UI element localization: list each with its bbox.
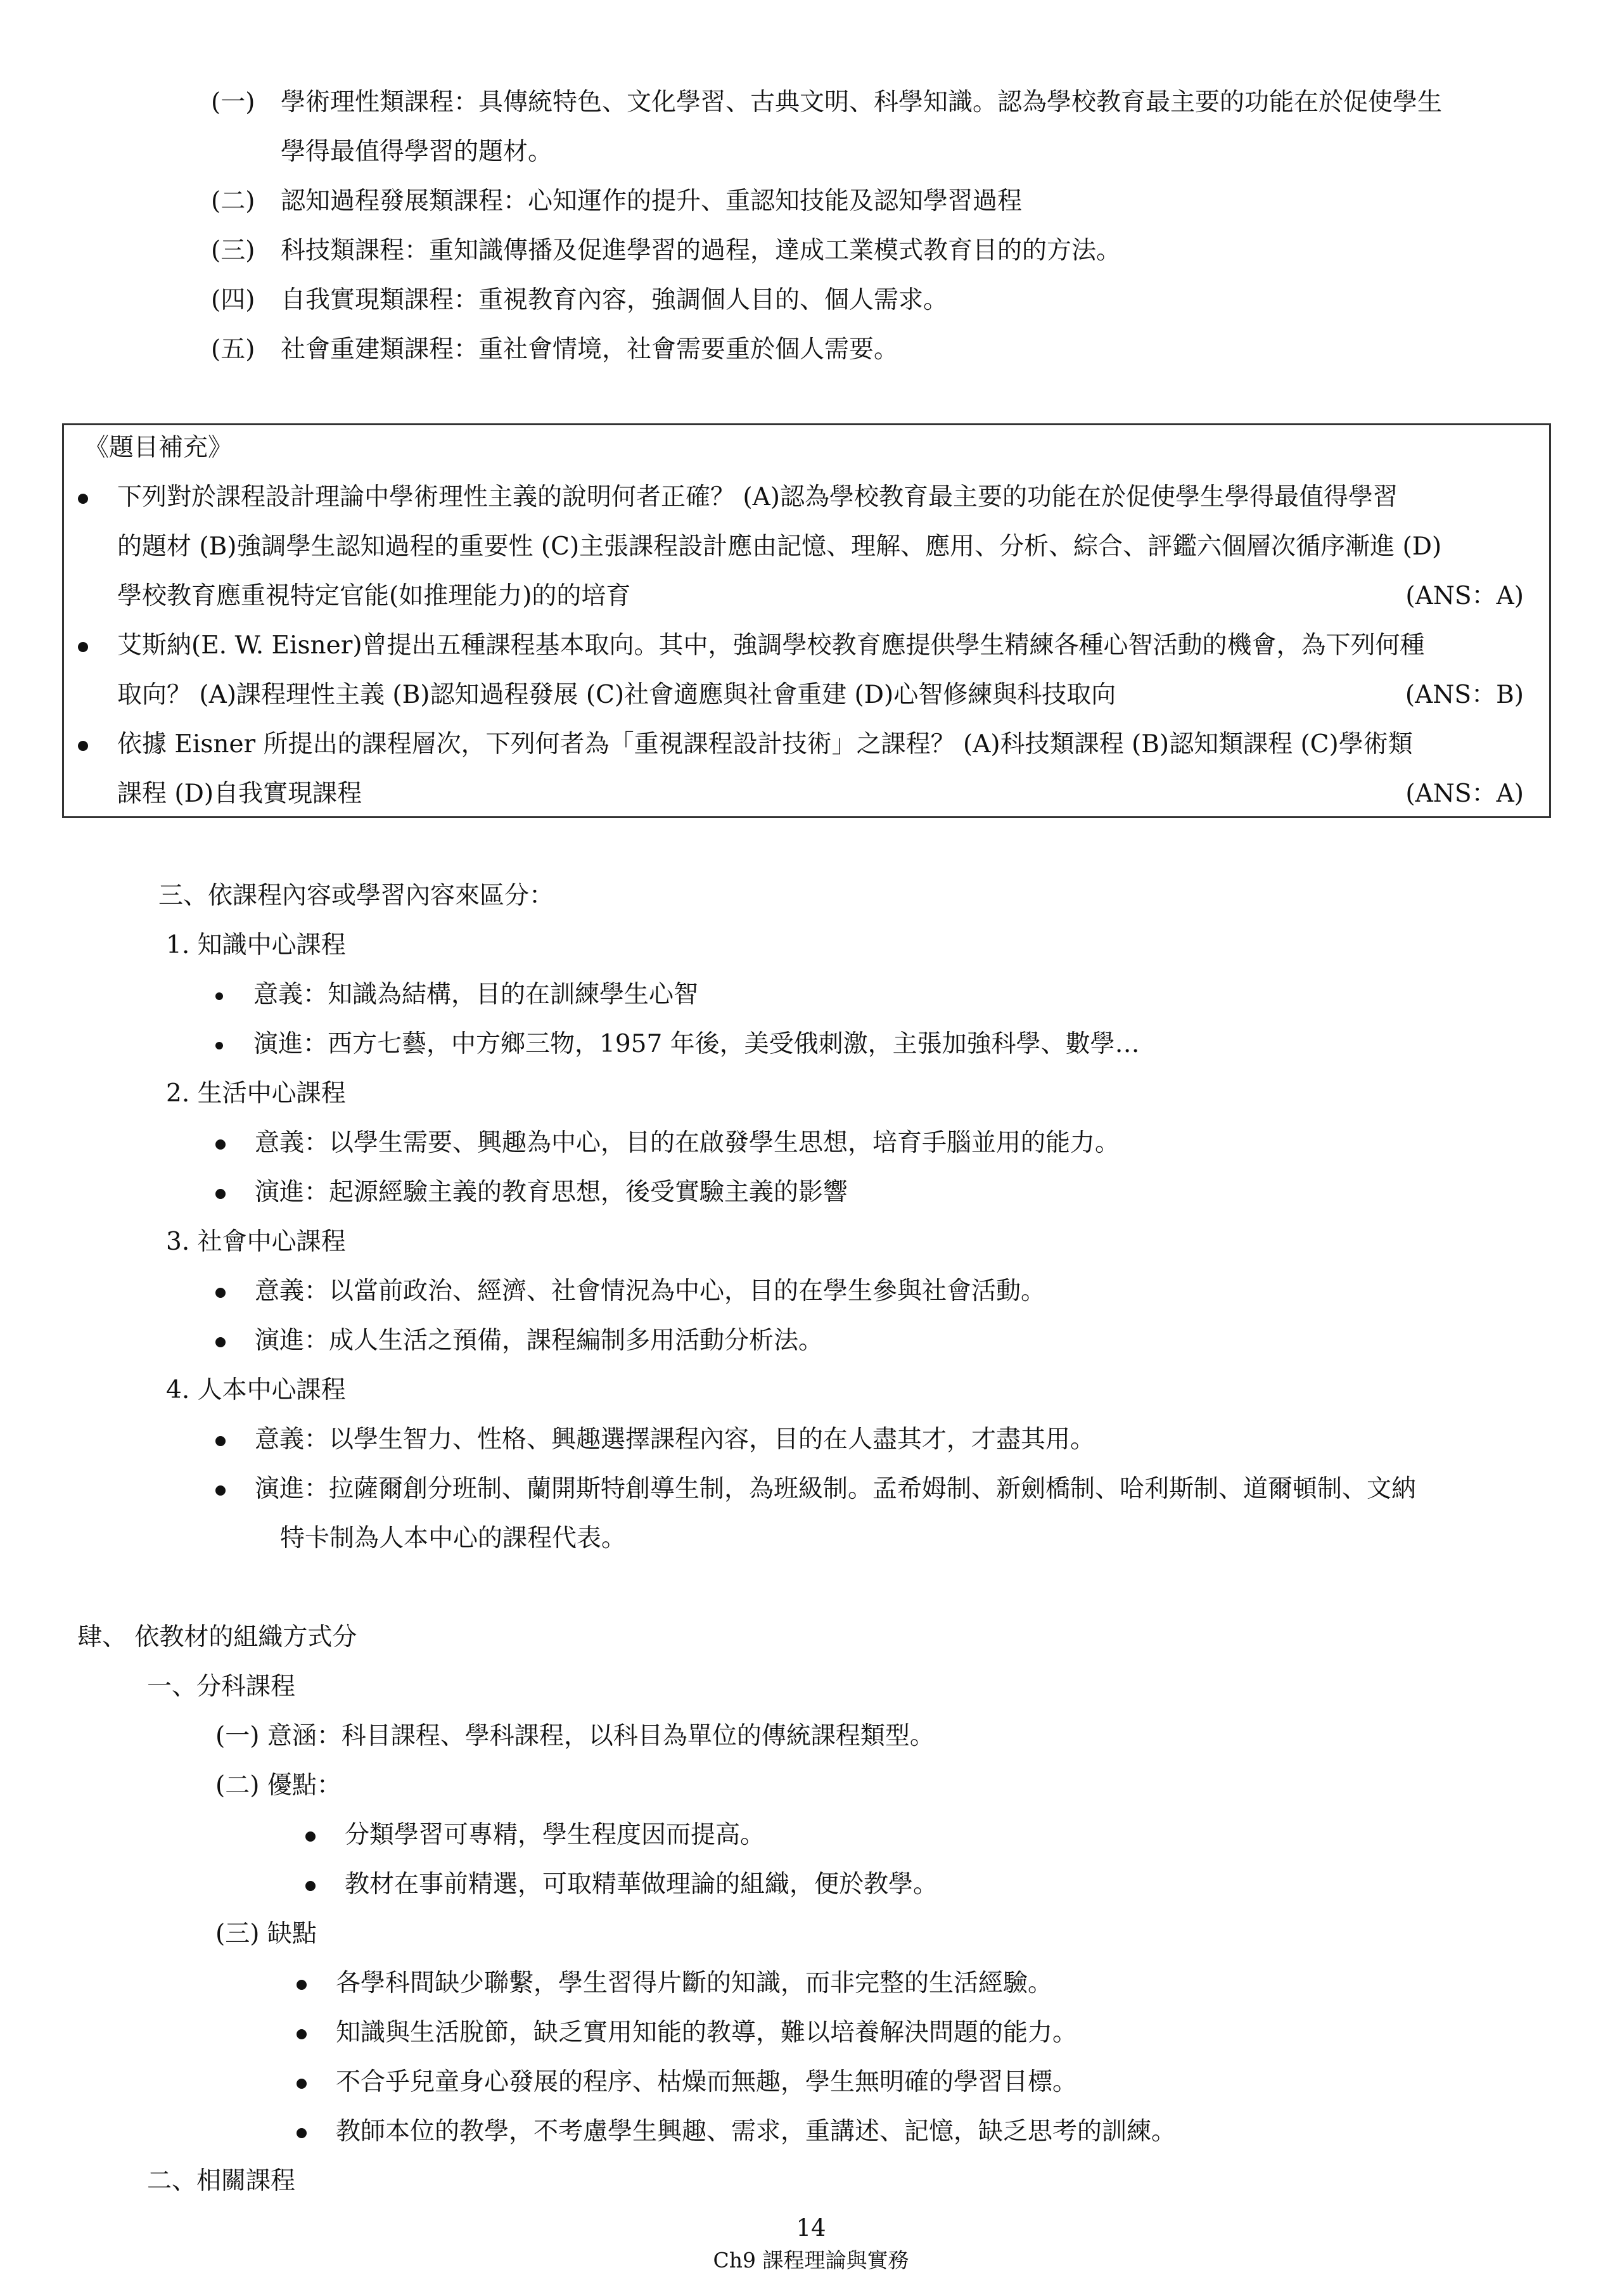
- category-4-meaning: 意義：以學生智力、性格、興趣選擇課程內容，目的在人盡其才，才盡其用。: [215, 1425, 1095, 1456]
- bullet-icon: [215, 1337, 226, 1347]
- advantage-item: 分類學習可專精，學生程度因而提高。: [305, 1820, 765, 1851]
- advantages-title: (二) 優點：: [215, 1771, 342, 1800]
- answer-1: (ANS：A): [1405, 582, 1524, 610]
- question-1-line-3: 學校教育應重視特定官能(如推理能力)的的培育: [117, 582, 631, 610]
- bullet-icon: [297, 2128, 307, 2138]
- bullet-icon: [215, 1139, 226, 1150]
- question-2: 艾斯納(E. W. Eisner)曾提出五種課程基本取向。其中，強調學校教育應提供學生精練各種心智活動的機會，為下列何種: [78, 631, 1425, 662]
- answer-3: (ANS：A): [1405, 779, 1524, 808]
- bullet-icon: [78, 494, 88, 504]
- item-1-continuation: 學得最值得學習的題材。: [281, 138, 553, 166]
- item-text: 科技類課程：重知識傳播及促進學習的過程，達成工業模式教育目的的方法。: [281, 236, 1121, 265]
- advantage-item: 教材在事前精選，可取精華做理論的組織，便於教學。: [305, 1870, 938, 1901]
- bullet-icon: [215, 1189, 226, 1199]
- chapter-footer: Ch9 課程理論與實務: [713, 2248, 909, 2273]
- question-1-line-2: 的題材 (B)強調學生認知過程的重要性 (C)主張課程設計應由記憶、理解、應用、分析、綜合、評鑑六個層次循序漸進 (D): [117, 532, 1442, 561]
- question-3-line-2: 課程 (D)自我實現課程: [117, 779, 362, 808]
- item-text: 認知過程發展類課程：心知運作的提升、重認知技能及認知學習過程: [281, 187, 1023, 215]
- disadvantage-item: 知識與生活脫節，缺乏實用知能的教導，難以培養解決問題的能力。: [297, 2018, 1077, 2049]
- category-1-title: 1. 知識中心課程: [166, 931, 346, 959]
- item-number: (三): [211, 236, 255, 265]
- bullet-icon: [305, 1881, 316, 1891]
- section-4-heading: 肆、 依教材的組織方式分: [77, 1623, 357, 1651]
- disadvantages-title: (三) 缺點: [215, 1920, 317, 1948]
- section-3-heading: 三、依課程內容或學習內容來區分：: [158, 882, 554, 910]
- page-number: 14: [796, 2214, 826, 2241]
- question-3: 依據 Eisner 所提出的課程層次，下列何者為「重視課程設計技術」之課程？ (A)科技類課程 (B)認知類課程 (C)學術類: [78, 729, 1413, 760]
- bullet-icon: [215, 1485, 226, 1496]
- bullet-icon: [305, 1831, 316, 1842]
- category-3-evolution: 演進：成人生活之預備，課程編制多用活動分析法。: [215, 1326, 823, 1357]
- disadvantage-item: 不合乎兒童身心發展的程序、枯燥而無趣，學生無明確的學習目標。: [297, 2067, 1077, 2098]
- item-2: [211, 186, 1022, 217]
- disadvantage-item: 教師本位的教學，不考慮學生興趣、需求，重講述、記憶，缺乏思考的訓練。: [297, 2117, 1176, 2148]
- item-3: [211, 236, 1121, 267]
- bullet-icon: [297, 2029, 307, 2039]
- bullet-icon: [215, 1436, 226, 1446]
- answer-2: (ANS：B): [1405, 681, 1524, 709]
- item-4: [211, 285, 948, 316]
- question-2-line-2: 取向？ (A)課程理性主義 (B)認知過程發展 (C)社會適應與社會重建 (D)心智修練與科技取向: [117, 681, 1116, 709]
- category-4-evolution: 演進：拉薩爾創分班制、蘭開斯特創導生制，為班級制。孟希姆制、新劍橋制、哈利斯制、道爾頓制、文納: [215, 1474, 1416, 1505]
- supplement-box: [62, 423, 1551, 818]
- meaning-line: (一) 意涵：科目課程、學科課程，以科目為單位的傳統課程類型。: [215, 1722, 935, 1750]
- item-number: (二): [211, 187, 255, 215]
- category-2-meaning: 意義：以學生需要、興趣為中心，目的在啟發學生思想，培育手腦並用的能力。: [215, 1128, 1120, 1159]
- supplement-title: 《題目補充》: [84, 433, 233, 462]
- item-text: 自我實現類課程：重視教育內容，強調個人目的、個人需求。: [281, 286, 948, 314]
- item-number: (五): [211, 335, 255, 364]
- category-2-evolution: 演進：起源經驗主義的教育思想，後受實驗主義的影響: [215, 1177, 848, 1209]
- question-1: 下列對於課程設計理論中學術理性主義的說明何者正確？ (A)認為學校教育最主要的功能在於促使學生學得最值得學習: [78, 482, 1398, 513]
- category-1-meaning: 意義：知識為結構，目的在訓練學生心智: [215, 980, 698, 1011]
- category-4-title: 4. 人本中心課程: [166, 1376, 346, 1404]
- bullet-icon: [297, 2079, 307, 2089]
- category-1-evolution: 演進：西方七藝，中方鄉三物，1957 年後，美受俄刺激，主張加強科學、數學…: [215, 1029, 1140, 1060]
- bullet-icon: [215, 1288, 226, 1298]
- category-4-evolution-continuation: 特卡制為人本中心的課程代表。: [280, 1524, 627, 1553]
- category-3-title: 3. 社會中心課程: [166, 1228, 346, 1256]
- item-number: (四): [211, 286, 255, 314]
- item-5: [211, 335, 898, 366]
- category-2-title: 2. 生活中心課程: [166, 1079, 346, 1108]
- disadvantage-item: 各學科間缺少聯繫，學生習得片斷的知識，而非完整的生活經驗。: [297, 1968, 1052, 1999]
- subsection-2-heading: 二、相關課程: [147, 2167, 296, 2195]
- item-text: 社會重建類課程：重社會情境，社會需要重於個人需要。: [281, 335, 899, 364]
- subsection-1-heading: 一、分科課程: [147, 1672, 296, 1701]
- bullet-icon: [78, 741, 88, 751]
- item-text: 學術理性類課程：具傳統特色、文化學習、古典文明、科學知識。認為學校教育最主要的功能在於促使學生: [281, 88, 1443, 117]
- bullet-icon: [215, 992, 223, 1000]
- bullet-icon: [215, 1042, 223, 1049]
- bullet-icon: [78, 642, 88, 652]
- item-number: (一): [211, 88, 255, 117]
- bullet-icon: [297, 1980, 307, 1990]
- item-1: [211, 87, 1442, 119]
- category-3-meaning: 意義：以當前政治、經濟、社會情況為中心，目的在學生參與社會活動。: [215, 1276, 1045, 1307]
